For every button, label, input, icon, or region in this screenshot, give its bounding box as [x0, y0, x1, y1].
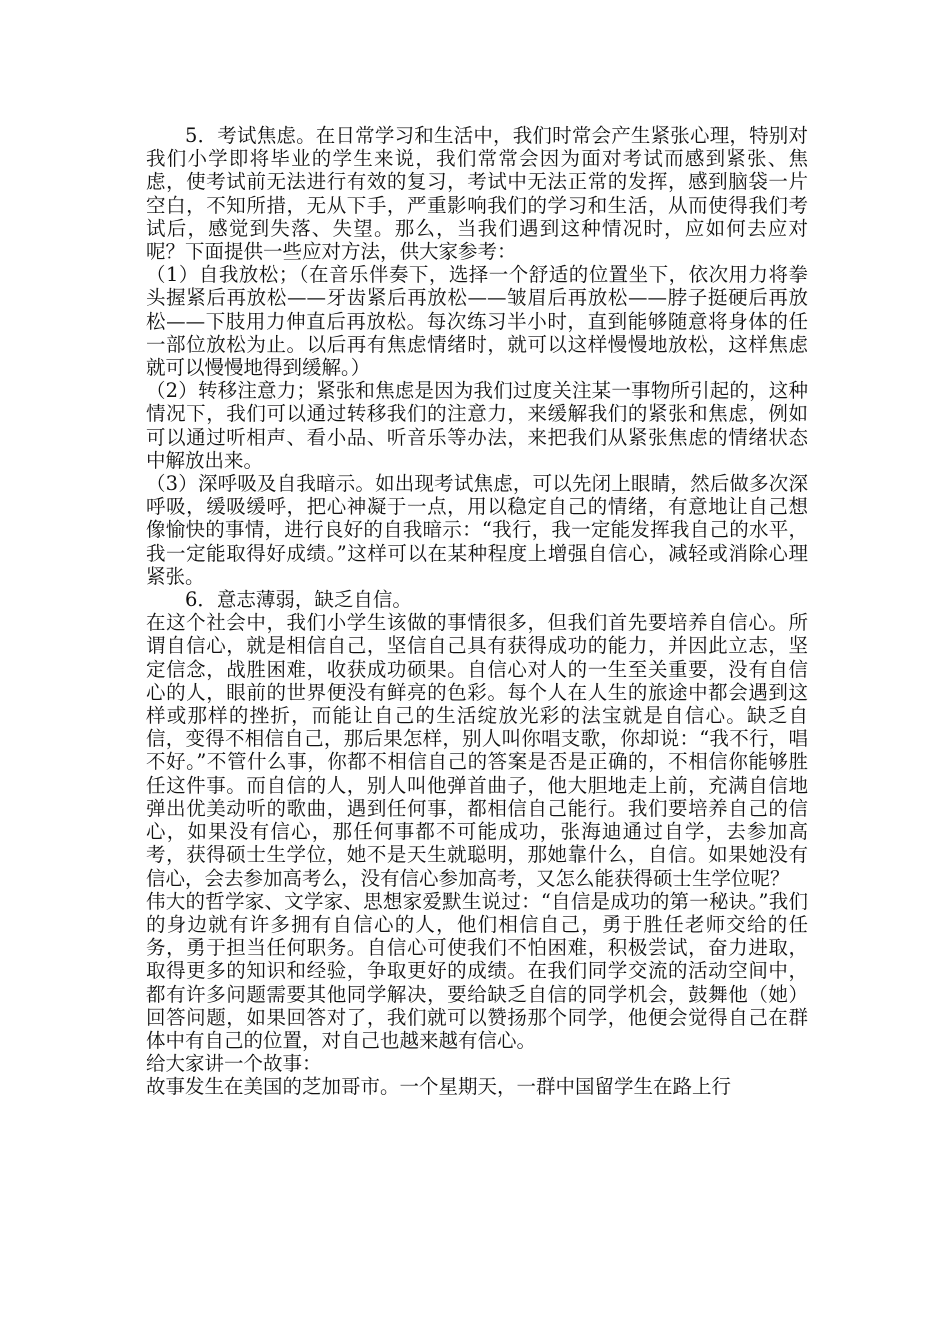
paragraph-method-distract: （2）转移注意力；紧张和焦虑是因为我们过度关注某一事物所引起的，这种情况下，我们可以通过转移我们的注意力，来缓解我们的紧张和焦虑，例如可以通过听相声、看小品、听音乐等办法，来把我们从紧张焦虑的情绪状态中解放出来。	[146, 379, 808, 472]
paragraph-method-relax: （1）自我放松；（在音乐伴奏下，选择一个舒适的位置坐下，依次用力将拳头握紧后再放松——牙齿紧后再放松——皱眉后再放松——脖子挺硬后再放松——下肢用力伸直后再放松。每次练习半小时，直到能够随意将身体的任一部位放松为止。以后再有焦虑情绪时，就可以这样慢慢地放松，这样焦虑就可以慢慢地得到缓解。）	[146, 263, 808, 380]
document-page	[146, 124, 808, 1099]
paragraph-confidence-body: 在这个社会中，我们小学生该做的事情很多，但我们首先要培养自信心。所谓自信心，就是相信自己，坚信自己具有获得成功的能力，并因此立志，坚定信念，战胜困难，收获成功硕果。自信心对人的一生至关重要，没有自信心的人，眼前的世界便没有鲜亮的色彩。每个人在人生的旅途中都会遇到这样或那样的挫折，而能让自己的生活绽放光彩的法宝就是自信心。缺乏自信，变得不相信自己，那后果怎样，别人叫你唱支歌，你却说：“我不行，唱不好。”不管什么事，你都不相信自己的答案是否是正确的，不相信你能够胜任这件事。而自信的人，别人叫他弹首曲子，他大胆地走上前，充满自信地弹出优美动听的歌曲，遇到任何事，都相信自己能行。我们要培养自己的信心，如果没有信心，那任何事都不可能成功，张海迪通过自学，去参加高考，获得硕士生学位，她不是天生就聪明，那她靠什么，自信。如果她没有信心，会去参加高考么，没有信心参加高考，又怎么能获得硕士生学位呢？	[146, 611, 808, 890]
paragraph-story-begin: 故事发生在美国的芝加哥市。一个星期天，一群中国留学生在路上行	[146, 1075, 732, 1099]
paragraph-story-intro: 给大家讲一个故事：	[146, 1052, 322, 1076]
paragraph-method-breathe: （3）深呼吸及自我暗示。如出现考试焦虑，可以先闭上眼睛，然后做多次深呼吸，缓吸缓呼，把心神凝于一点，用以稳定自己的情绪，有意地让自己想像愉快的事情，进行良好的自我暗示：“我行，我一定能发挥我自己的水平，我一定能取得好成绩。”这样可以在某种程度上增强自信心，减轻或消除心理紧张。	[146, 472, 808, 588]
paragraph-emerson-quote: 伟大的哲学家、文学家、思想家爱默生说过：“自信是成功的第一秘诀。”我们的身边就有许多拥有自信心的人，他们相信自己，勇于胜任老师交给的任务，勇于担当任何职务。自信心可使我们不怕困难，积极尝试，奋力进取，取得更多的知识和经验，争取更好的成绩。在我们同学交流的活动空间中，都有许多问题需要其他同学解决，要给缺乏自信的同学机会，鼓舞他（她）回答问题，如果回答对了，我们就可以赞扬那个同学，他便会觉得自己在群体中有自己的位置，对自己也越来越有信心。	[146, 889, 808, 1052]
paragraph-heading-confidence: 6．意志薄弱，缺乏自信。	[185, 588, 412, 612]
paragraph-exam-anxiety: 5．考试焦虑。在日常学习和生活中，我们时常会产生紧张心理，特别对我们小学即将毕业的学生来说，我们常常会因为面对考试而感到紧张、焦虑，使考试前无法进行有效的复习，考试中无法正常的发挥，感到脑袋一片空白，不知所措，无从下手，严重影响我们的学习和生活，从而使得我们考试后，感觉到失落、失望。那么，当我们遇到这种情况时，应如何去应对呢？下面提供一些应对方法，供大家参考：	[146, 124, 808, 264]
